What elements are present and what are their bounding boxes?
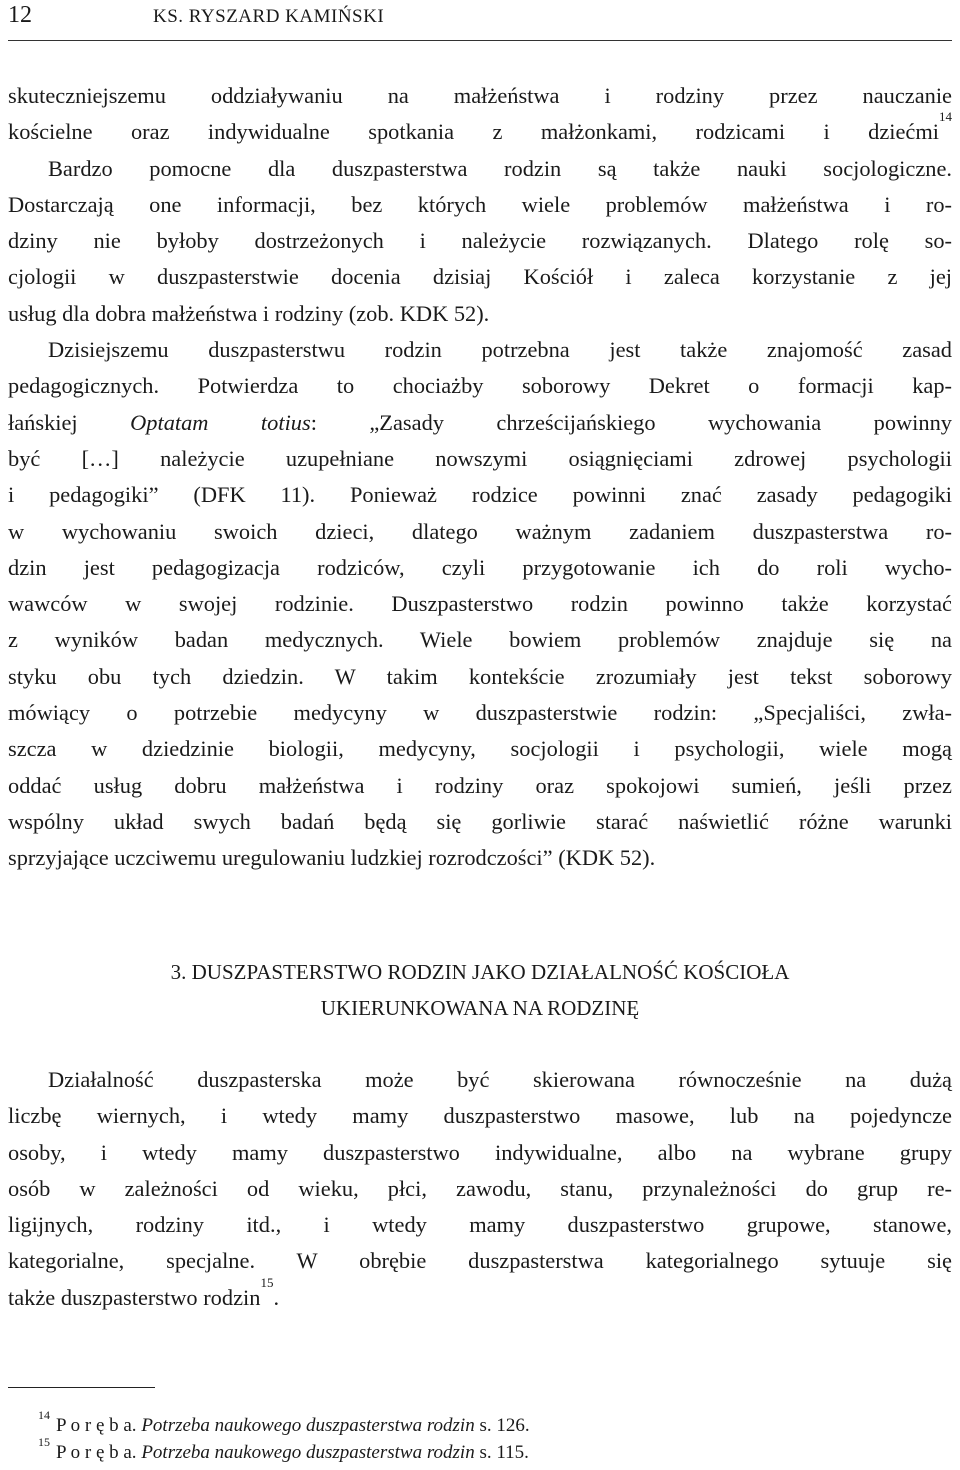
body-text-section-2	[8, 1062, 952, 1316]
text-line: osób w zależności od wieku, płci, zawodu, stanu, przynależności do grup re-	[8, 1175, 952, 1201]
heading-line-1: 3. DUSZPASTERSTWO RODZIN JAKO DZIAŁALNOŚĆ KOŚCIOŁA	[170, 960, 790, 984]
footnote-author: P o r ę b a.	[56, 1415, 137, 1436]
text-line: liczbę wiernych, i wtedy mamy duszpasterstwo masowe, lub na pojedyncze	[8, 1103, 952, 1129]
text-line: Bardzo pomocne dla duszpasterstwa rodzin są także nauki socjologiczne.	[48, 155, 952, 181]
text-line: dzin jest pedagogizacja rodziców, czyli przygotowanie ich do roli wycho-	[8, 554, 952, 580]
heading-line-2: UKIERUNKOWANA NA RODZINĘ	[320, 996, 640, 1020]
footnote-14	[38, 1408, 938, 1439]
text-line: styku obu tych dziedzin. W takim kontekście zrozumiały jest tekst soborowy	[8, 663, 952, 689]
text-line: cjologii w duszpasterstwie docenia dzisiaj Kościół i zaleca korzystanie z jej	[8, 264, 952, 290]
footnotes	[38, 1408, 938, 1466]
footnote-author: P o r ę b a.	[56, 1442, 137, 1463]
text-line: wawców w swojej rodzinie. Duszpasterstwo rodzin powinno także korzystać	[8, 591, 952, 617]
text-line: skuteczniejszemu oddziaływaniu na małżeństwa i rodziny przez nauczanie	[8, 83, 952, 108]
page-number: 12	[8, 2, 32, 28]
footnote-number: 15	[38, 1435, 50, 1449]
footnote-pages: s. 126.	[474, 1415, 530, 1436]
text-line: szcza w dziedzinie biologii, medycyny, socjologii i psychologii, wiele mogą	[8, 736, 952, 762]
footnote-title: Potrzeba naukowego duszpasterstwa rodzin	[141, 1442, 475, 1463]
footnote-number: 14	[38, 1408, 50, 1422]
italic-title: Optatam totius	[130, 409, 311, 435]
text-line: Działalność duszpasterska może być skierowana równocześnie na dużą	[48, 1067, 952, 1092]
header-rule	[8, 40, 952, 41]
section-heading	[8, 954, 952, 1026]
running-head: KS. RYSZARD KAMIŃSKI	[153, 6, 385, 27]
footnote-ref-14[interactable]: 14	[939, 109, 952, 125]
text-line: ligijnych, rodziny itd., i wtedy mamy duszpasterstwo grupowe, stanowe,	[8, 1212, 952, 1238]
text-line: i pedagogiki” (DFK 11). Ponieważ rodzice powinni znać zasady pedagogiki	[8, 482, 952, 508]
text-line: Dostarczają one informacji, bez których wiele problemów małżeństwa i ro-	[8, 191, 952, 217]
page-header	[0, 0, 960, 40]
text-line: Dzisiejszemu duszpasterstwu rodzin potrzebna jest także znajomość zasad	[48, 337, 952, 363]
text-line: z wyników badan medycznych. Wiele bowiem problemów znajduje się na	[8, 627, 952, 653]
text-line: być […] należycie uzupełniane nowszymi osiągnięciami zdrowej psychologii	[8, 445, 952, 471]
footnote-title: Potrzeba naukowego duszpasterstwa rodzin	[141, 1415, 475, 1436]
footnote-rule	[8, 1387, 155, 1388]
body-text-section-1	[8, 78, 952, 877]
text-line: osoby, i wtedy mamy duszpasterstwo indywidualne, albo na wybrane grupy	[8, 1139, 952, 1165]
text-line: wspólny układ swych badań będą się gorliwie starać naświetlić różne warunki	[8, 808, 952, 834]
text-line: sprzyjające uczciwemu uregulowaniu ludzkiej rozrodczości” (KDK 52).	[8, 845, 656, 871]
text-line: także duszpasterstwo rodzin$^{15}$.	[8, 1274, 280, 1310]
text-line: kategorialne, specjalne. W obrębie duszpasterstwa kategorialnego sytuuje się	[8, 1248, 952, 1274]
text-line: mówiący o potrzebie medycyny w duszpasterstwie rodzin: „Specjaliści, zwła-	[8, 700, 952, 726]
footnote-ref-15[interactable]: 15	[260, 1274, 274, 1290]
text-line: łańskiej Optatam totius: „Zasady chrześcijańskiego wychowania powinny	[8, 409, 952, 435]
footnote-15	[38, 1435, 938, 1466]
text-line: kościelne oraz indywidualne spotkania z małżonkami, rodzicami i dziećmi$^{14}$	[8, 109, 952, 145]
text-line: w wychowaniu swoich dzieci, dlatego ważnym zadaniem duszpasterstwa ro-	[8, 518, 952, 544]
footnote-pages: s. 115.	[474, 1442, 529, 1463]
text-line: pedagogicznych. Potwierdza to chociażby soborowy Dekret o formacji kap-	[8, 373, 952, 399]
text-line: dziny nie byłoby dostrzeżonych i należycie rozwiązanych. Dlatego rolę so-	[8, 228, 952, 254]
text-line: oddać usług dobru małżeństwa i rodziny oraz spokojowi sumień, jeśli przez	[8, 772, 952, 798]
text-line: usług dla dobra małżeństwa i rodziny (zob. KDK 52).	[8, 300, 490, 326]
